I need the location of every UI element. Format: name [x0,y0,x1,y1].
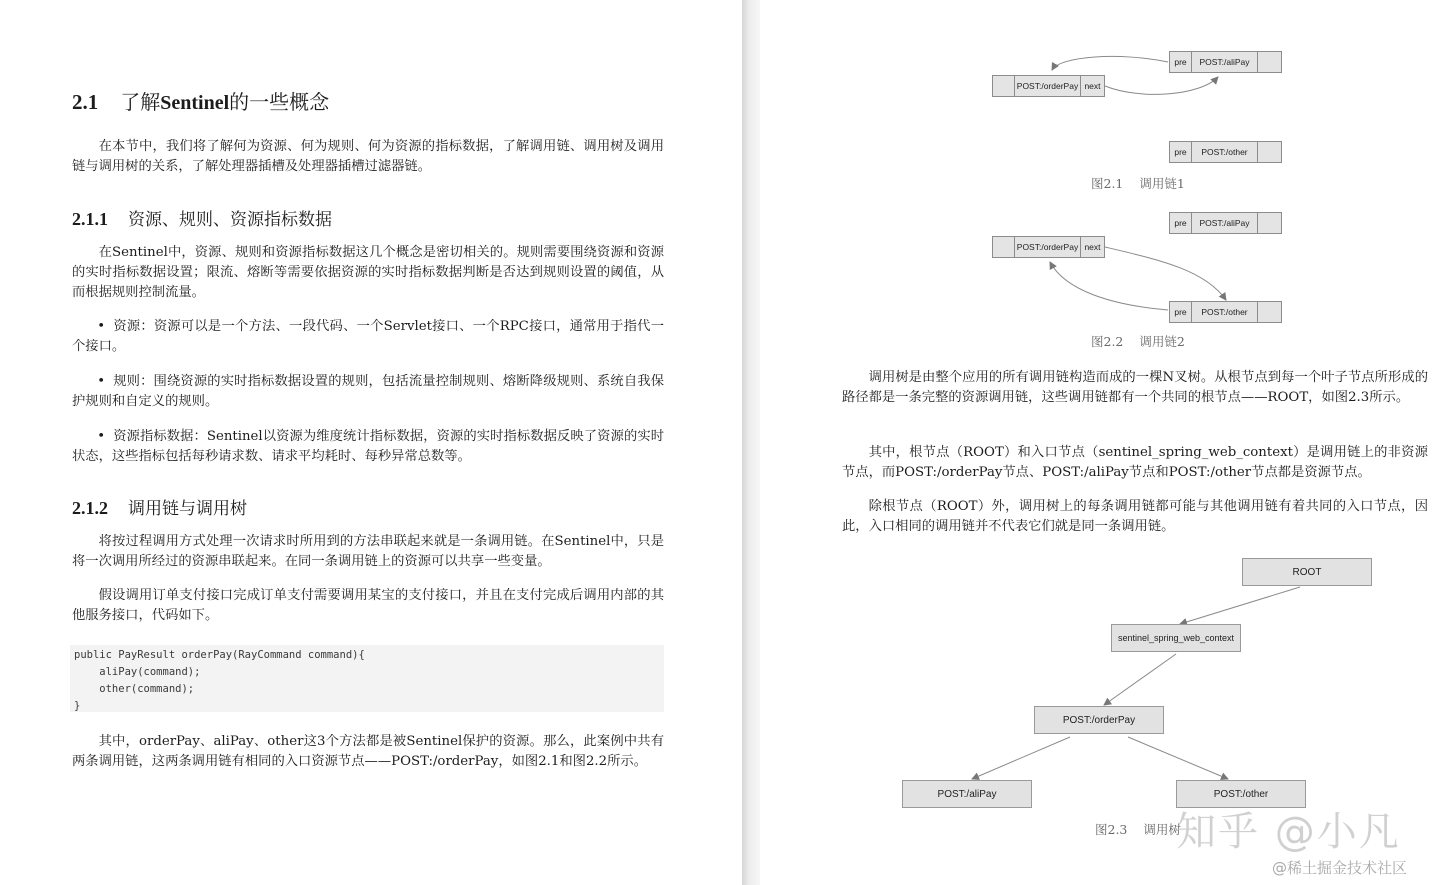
fig1-node-other [1169,141,1282,163]
sub2-paragraph-3: 其中，orderPay、aliPay、other这3个方法都是被Sentinel保护的资源。那么，此案例中共有两条调用链，这两条调用链有相同的入口资源节点——POST:/orderPay，如图2.1和图2.2所示。 [72,734,664,769]
cell-pre: pre [1170,142,1192,162]
cell-resource: POST:/orderPay [1015,237,1081,257]
fig3-edge-order-other [1128,737,1228,779]
fig2-arrow-pre [1050,262,1168,310]
bullet-text: 资源指标数据：Sentinel以资源为维度统计指标数据，资源的实时指标数据反映了资源的实时状态，这些指标包括每秒请求数、请求平均耗时、每秒异常总数等。 [72,429,664,464]
fig3-edge-order-ali [972,737,1070,779]
fig3-node-context: sentinel_spring_web_context [1111,624,1241,652]
fig2-node-aliPay [1169,212,1282,234]
sub2-paragraph-1: 将按过程调用方式处理一次请求时所用到的方法串联起来就是一条调用链。在Sentinel中，只是将一次调用所经过的资源串联起来。在同一条调用链上的资源可以共享一些变量。 [72,534,664,569]
fig2-arrow-next [1105,247,1226,300]
bullet-dot: • [97,319,106,334]
fig1-node-orderPay [992,75,1105,97]
cell-resource: POST:/orderPay [1015,76,1081,96]
right-paragraph-3: 除根节点（ROOT）外，调用树上的每条调用链都可能与其他调用链有着共同的入口节点，因此，入口相同的调用链并不代表它们就是同一条调用链。 [842,499,1428,534]
right-paragraph-2: 其中，根节点（ROOT）和入口节点（sentinel_spring_web_context）是调用链上的非资源节点，而POST:/orderPay节点、POST:/aliPay节点和POST:/other节点都是资源节点。 [842,445,1428,480]
fig1-arrow-pre [1052,56,1168,70]
sub2-paragraph-2: 假设调用订单支付接口完成订单支付需要调用某宝的支付接口，并且在支付完成后调用内部的其他服务接口，代码如下。 [72,588,664,623]
cell-next: next [1084,242,1101,252]
fig2-node-other [1169,301,1282,323]
bullet-dot: • [97,374,106,389]
fig1-arrow-next [1105,77,1218,94]
caption-number: 图2.3 [1095,822,1128,837]
subsection-title-2: 调用链与调用树 [128,499,247,519]
fig3-node-other: POST:/other [1176,780,1306,808]
section-number: 2.1 [72,90,99,114]
code-line: other(command); [74,683,195,695]
subsection-number-1: 2.1.1 [72,209,108,229]
caption-number: 图2.2 [1091,334,1124,349]
fig2-caption [1091,332,1185,350]
bullet-text: 规则：围绕资源的实时指标数据设置的规则，包括流量控制规则、熔断降级规则、系统自我保护规则和自定义的规则。 [72,374,664,409]
zhihu-watermark: 知乎 @小凡 [1176,809,1401,855]
cell-pre: pre [1170,213,1192,233]
intro-paragraph: 在本节中，我们将了解何为资源、何为规则、何为资源的指标数据，了解调用链、调用树及调用链与调用树的关系，了解处理器插槽及处理器插槽过滤器链。 [72,139,664,174]
section-title-pre: 了解 [120,90,161,114]
cell-resource: POST:/aliPay [1192,52,1258,72]
caption-text: 调用链1 [1139,176,1185,191]
sub1-paragraph: 在Sentinel中，资源、规则和资源指标数据这几个概念是密切相关的。规则需要围绕资源和资源的实时指标数据设置；限流、熔断等需要依据资源的实时指标数据判断是否达到规则设置的阈值，从而根据规则控制流量。 [72,245,664,300]
cell-next: next [1084,81,1101,91]
fig3-edge-root-context [1180,587,1300,624]
caption-text: 调用链2 [1139,334,1185,349]
bullet-dot: • [97,429,106,444]
subsection-number-2: 2.1.2 [72,498,108,518]
cell-empty [1258,213,1281,233]
caption-text: 调用树 [1143,822,1181,837]
code-line: public PayResult orderPay(RayCommand command){ [74,649,365,661]
bullet-text: 资源：资源可以是一个方法、一段代码、一个Servlet接口、一个RPC接口，通常用于指代一个接口。 [72,319,664,354]
fig3-caption [1095,820,1181,838]
cell-empty [993,76,1015,96]
fig3-node-root: ROOT [1242,558,1372,586]
fig3-edge-context-order [1104,654,1176,705]
juejin-watermark: @稀土掘金技术社区 [1272,859,1408,877]
cell-resource: POST:/other [1192,142,1258,162]
code-line: } [74,700,81,712]
cell-pre: pre [1170,302,1192,322]
code-line: aliPay(command); [74,666,201,678]
right-paragraph-1: 调用树是由整个应用的所有调用链构造而成的一棵N叉树。从根节点到每一个叶子节点所形成的路径都是一条完整的资源调用链，这些调用链都有一个共同的根节点——ROOT，如图2.3所示。 [842,370,1428,405]
cell-empty [1258,302,1281,322]
cell-resource: POST:/aliPay [1192,213,1258,233]
fig1-caption [1091,174,1185,192]
subsection-title-1: 资源、规则、资源指标数据 [128,210,332,230]
section-title-post: 的一些概念 [229,90,330,114]
fig1-node-aliPay [1169,51,1282,73]
fig3-node-orderPay: POST:/orderPay [1034,706,1164,734]
cell-pre: pre [1170,52,1192,72]
caption-number: 图2.1 [1091,176,1124,191]
fig2-node-orderPay [992,236,1105,258]
fig3-node-aliPay: POST:/aliPay [902,780,1032,808]
cell-resource: POST:/other [1192,302,1258,322]
cell-empty [1258,142,1281,162]
cell-empty [993,237,1015,257]
section-title-bold: Sentinel [160,92,230,114]
cell-empty [1258,52,1281,72]
